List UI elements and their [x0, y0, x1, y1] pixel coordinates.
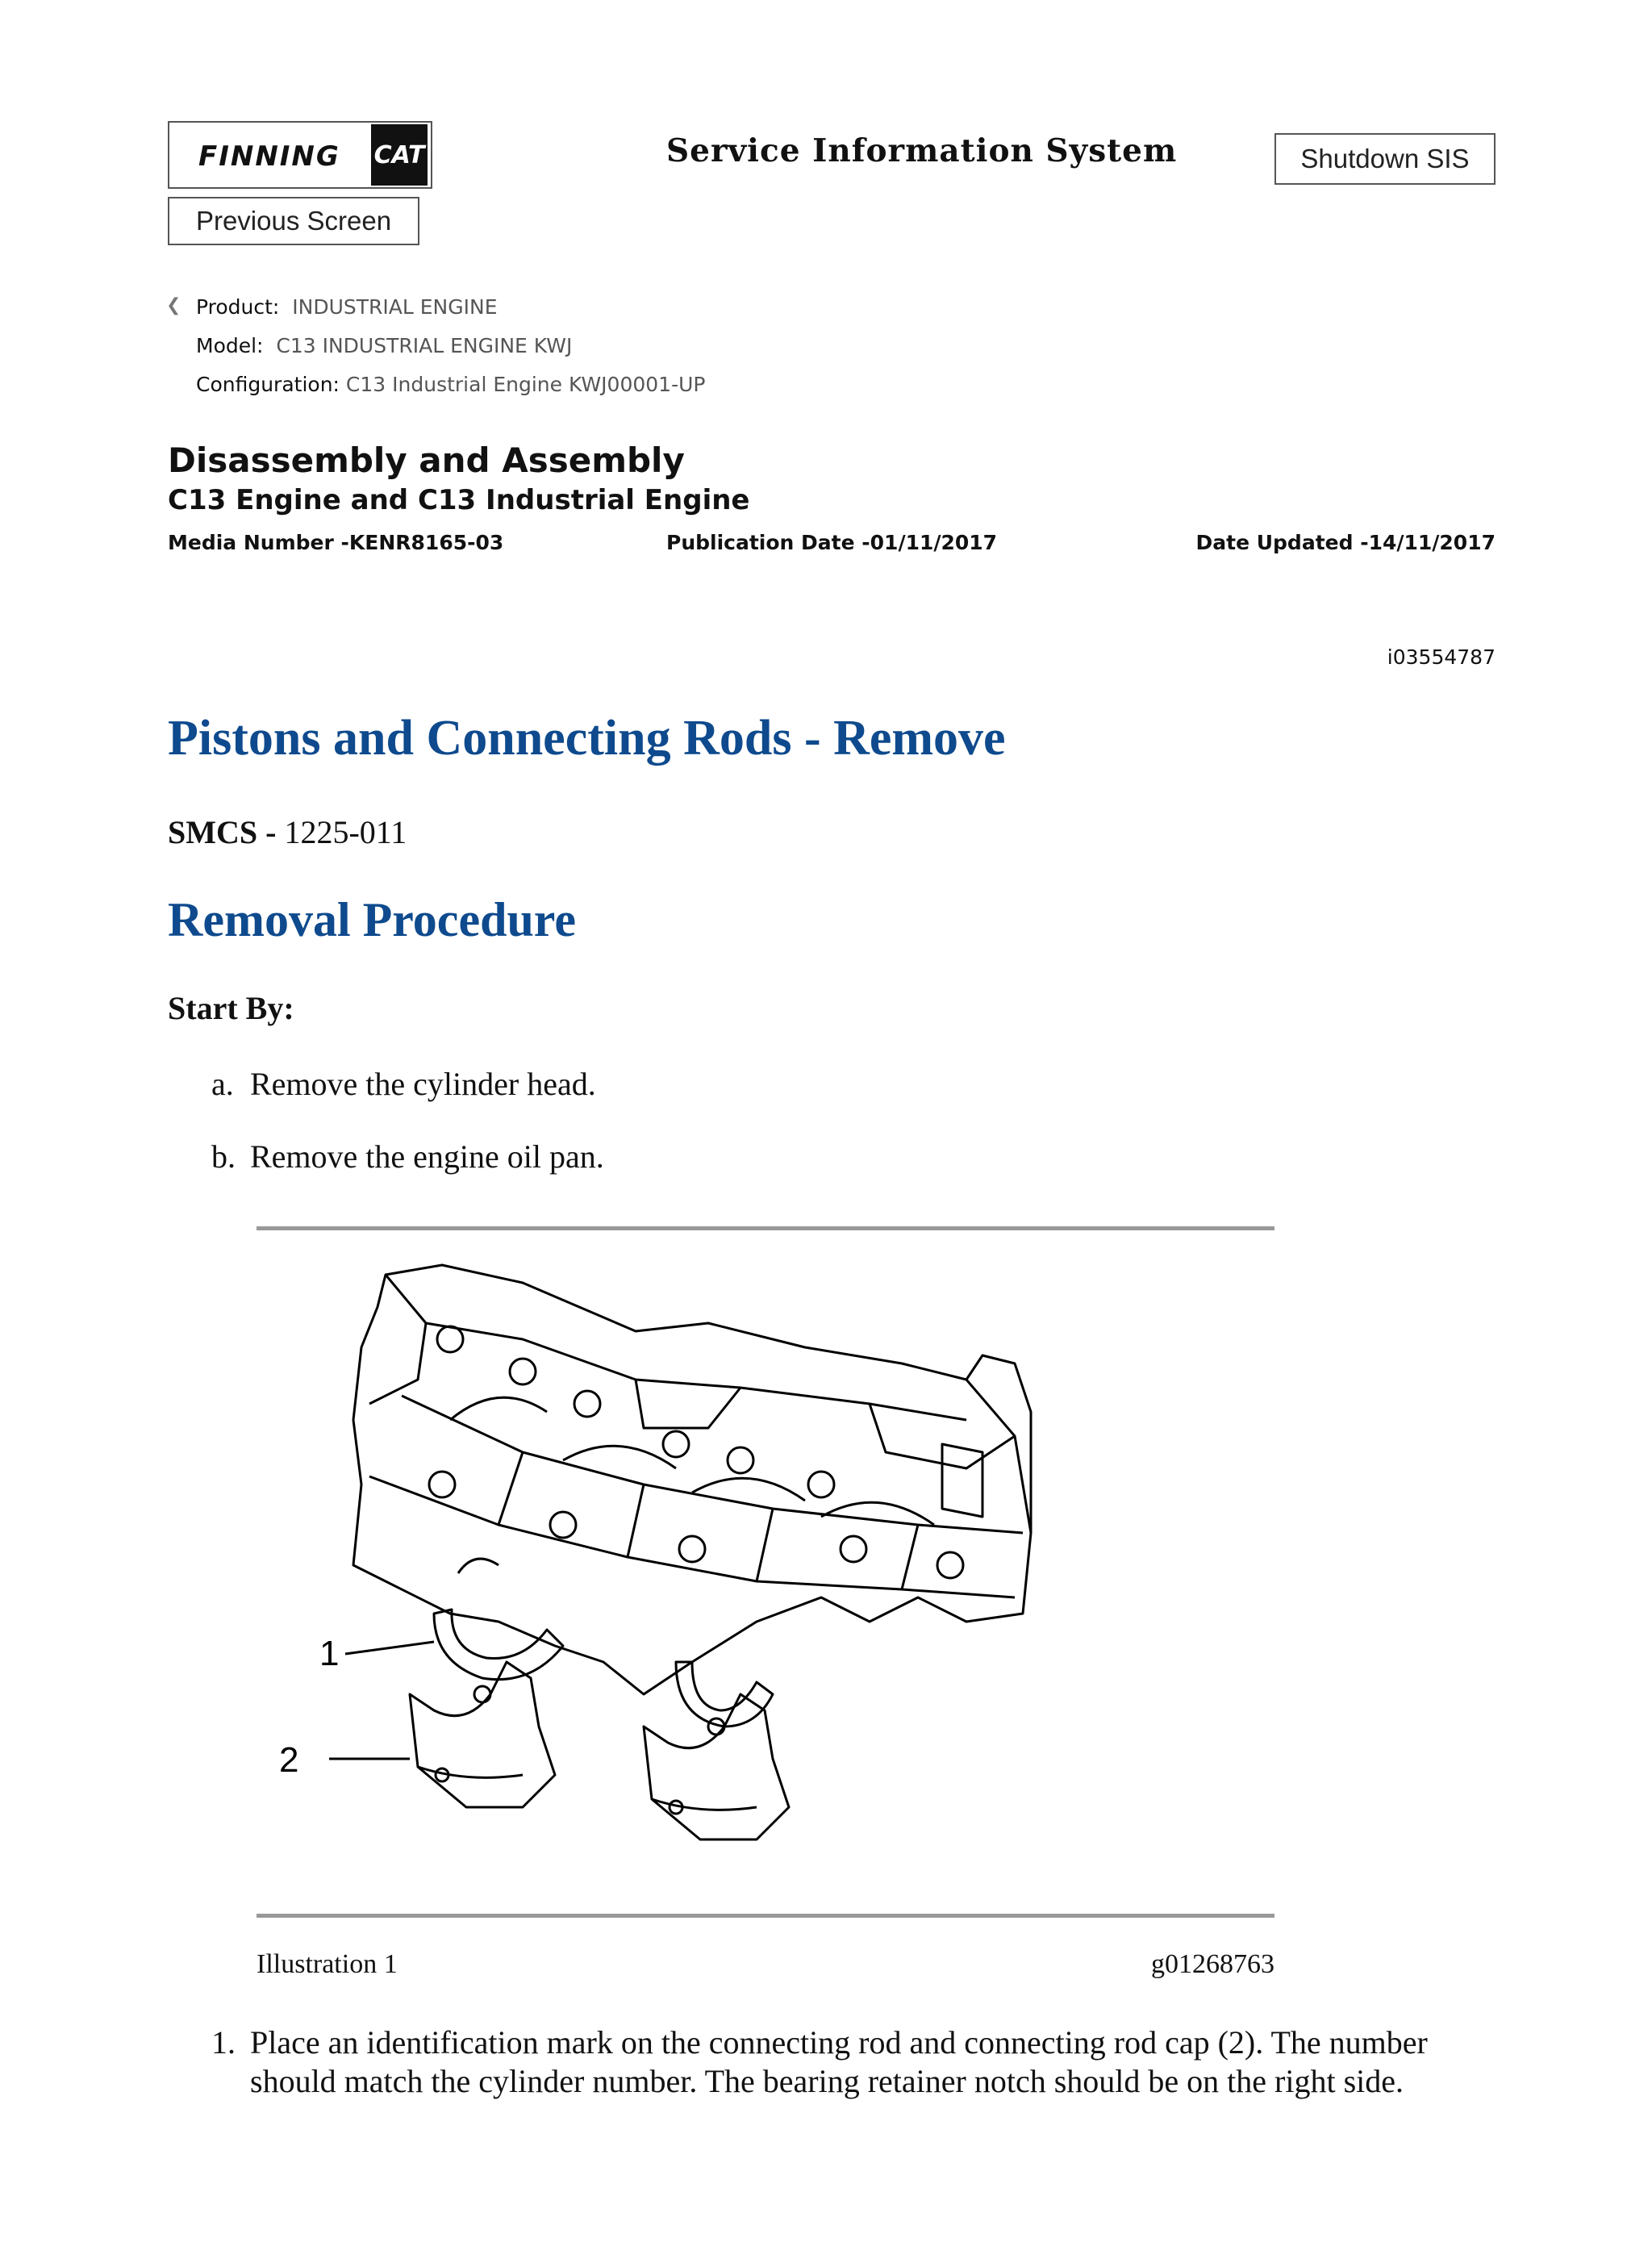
illustration-top-rule	[257, 1226, 1274, 1230]
model-line	[196, 334, 572, 357]
previous-screen-button[interactable]: Previous Screen	[168, 197, 419, 245]
configuration-label: Configuration:	[196, 373, 340, 396]
page-title: Pistons and Connecting Rods - Remove	[168, 711, 1006, 766]
illustration-graphic-id: g01268763	[1151, 1949, 1274, 1979]
product-label: Product:	[196, 295, 280, 319]
start-by-label: Start By:	[168, 990, 294, 1026]
start-step-text: Remove the engine oil pan.	[250, 1138, 604, 1175]
finning-cat-logo	[168, 121, 432, 189]
document-id: i03554787	[1387, 645, 1496, 669]
engine-block-illustration	[257, 1242, 1274, 1914]
section-title: Removal Procedure	[168, 893, 576, 946]
illustration	[257, 1242, 1274, 1914]
product-value: INDUSTRIAL ENGINE	[292, 295, 498, 319]
procedure-step-text: Place an identification mark on the connecting rod and connecting rod cap (2). The number should match the cylinder number. The bearing retainer notch should be on the right side.	[250, 2024, 1428, 2099]
smcs-code	[168, 813, 407, 851]
smcs-value: 1225-011	[284, 814, 407, 850]
publication-date: Publication Date -01/11/2017	[666, 531, 998, 554]
model-value: C13 INDUSTRIAL ENGINE KWJ	[276, 334, 573, 357]
callout-1-label: 1	[319, 1634, 340, 1673]
document-heading: Disassembly and Assembly	[168, 441, 685, 480]
date-updated: Date Updated -14/11/2017	[1195, 531, 1496, 554]
start-step-marker: a.	[211, 1066, 234, 1102]
smcs-label: SMCS -	[168, 814, 285, 850]
callout-2-label: 2	[279, 1740, 299, 1780]
product-line	[196, 295, 498, 319]
shutdown-sis-button[interactable]: Shutdown SIS	[1274, 133, 1496, 185]
start-step-marker: b.	[211, 1138, 236, 1175]
system-title: Service Information System	[666, 132, 1178, 169]
model-label: Model:	[196, 334, 264, 357]
illustration-bottom-rule	[257, 1914, 1274, 1918]
logo-cat-mark: CAT	[371, 124, 428, 186]
configuration-value: C13 Industrial Engine KWJ00001-UP	[345, 373, 706, 396]
document-subheading: C13 Engine and C13 Industrial Engine	[168, 484, 750, 516]
procedure-step-marker: 1.	[211, 2024, 236, 2061]
illustration-caption: Illustration 1	[257, 1949, 398, 1979]
start-step-text: Remove the cylinder head.	[250, 1066, 596, 1102]
back-arrow-icon[interactable]: ❮	[166, 295, 181, 315]
logo-finning-text: FINNING	[198, 140, 340, 173]
configuration-line	[196, 373, 705, 396]
media-number: Media Number -KENR8165-03	[168, 531, 504, 554]
